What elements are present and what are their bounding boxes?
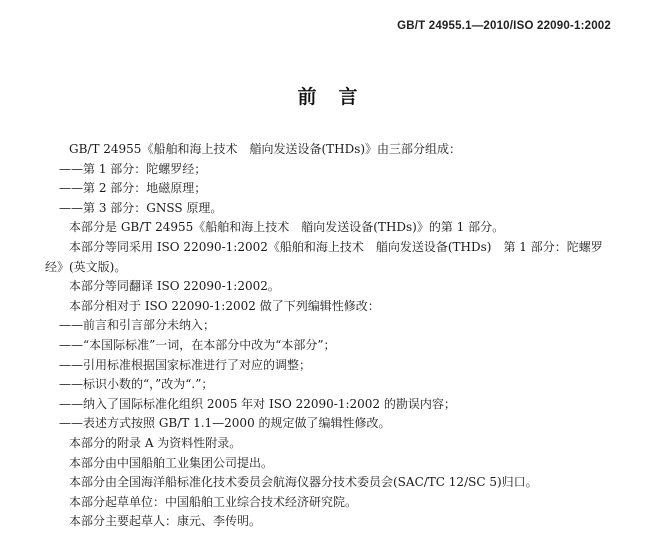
list-item: ——表述方式按照 GB/T 1.1—2000 的规定做了编辑性修改。 <box>59 416 391 431</box>
paragraph: 本部分由中国船舶工业集团公司提出。 <box>69 455 274 470</box>
standard-code: GB/T 24955.1—2010/ISO 22090-1:2002 <box>397 20 611 32</box>
paragraph: 本部分主要起草人：康元、李传明。 <box>69 514 262 529</box>
list-item: ——“本国际标准”一词，在本部分中改为“本部分”； <box>59 337 336 352</box>
paragraph: GB/T 24955《船舶和海上技术 艏向发送设备(THDs)》由三部分组成： <box>69 142 462 156</box>
paragraph: 本部分由全国海洋船标准化技术委员会航海仪器分技术委员会(SAC/TC 12/SC 5)归口。 <box>69 475 538 490</box>
list-item: ——纳入了国际标准化组织 2005 年对 ISO 22090-1:2002 的勘误内容； <box>59 396 456 411</box>
paragraph: 本部分等同采用 ISO 22090-1:2002《船舶和海上技术 艏向发送设备(THDs) 第 1 部分：陀螺罗 <box>69 239 603 254</box>
foreword-body <box>45 140 625 532</box>
list-item: ——前言和引言部分未纳入； <box>59 318 216 333</box>
paragraph: 本部分是 GB/T 24955《船舶和海上技术 艏向发送设备(THDs)》的第 1 部分。 <box>69 220 505 235</box>
paragraph: 本部分的附录 A 为资料性附录。 <box>69 435 242 450</box>
paragraph: 本部分等同翻译 ISO 22090-1:2002。 <box>69 279 280 294</box>
list-item: ——第 3 部分：GNSS 原理。 <box>59 200 223 215</box>
paragraph: 本部分起草单位：中国船舶工业综合技术经济研究院。 <box>69 494 358 509</box>
paragraph-continuation: 经》(英文版)。 <box>45 259 127 274</box>
standard-code-header <box>397 20 611 32</box>
list-item: ——标识小数的“，”改为“.”； <box>59 377 214 392</box>
list-item: ——引用标准根据国家标准进行了对应的调整； <box>59 357 312 372</box>
section-title: 前言 <box>297 86 380 108</box>
list-item: ——第 2 部分：地磁原理； <box>59 181 207 196</box>
paragraph: 本部分相对于 ISO 22090-1:2002 做了下列编辑性修改： <box>69 298 380 313</box>
list-item: ——第 1 部分：陀螺罗经； <box>59 161 207 176</box>
